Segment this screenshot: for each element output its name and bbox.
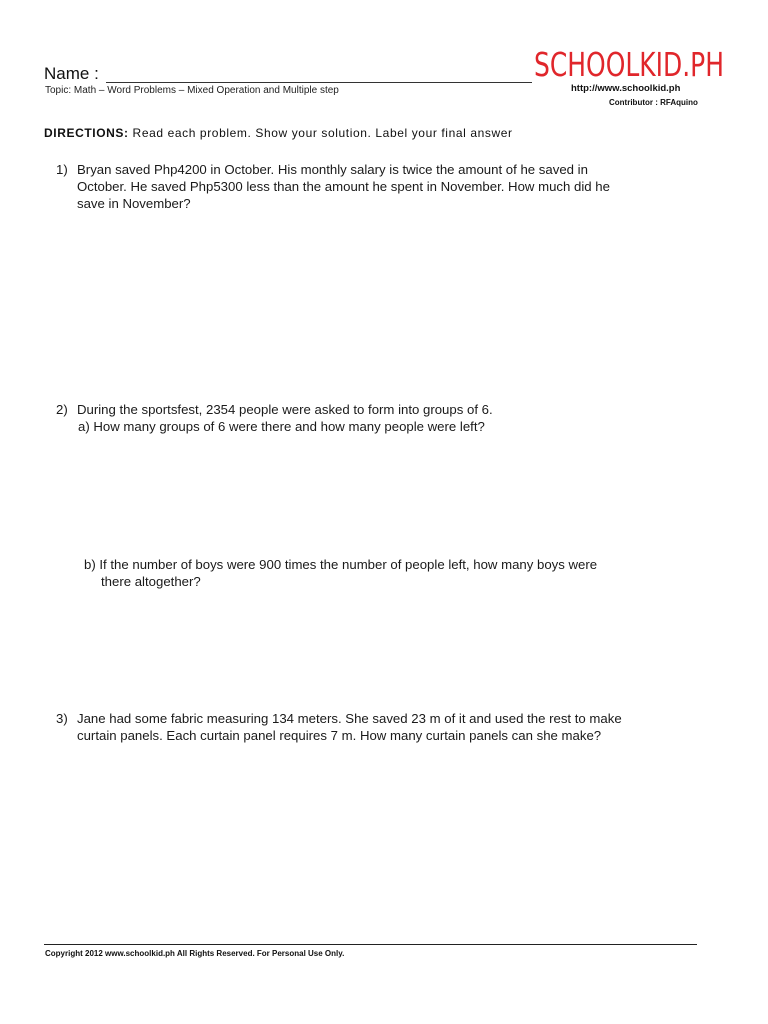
- directions-label: DIRECTIONS:: [44, 126, 129, 140]
- site-url: http://www.schoolkid.ph: [571, 83, 681, 94]
- problem-text-line: a) How many groups of 6 were there and how many people were left?: [78, 419, 485, 434]
- name-label: Name :: [44, 64, 99, 83]
- schoolkid-logo: [534, 46, 724, 82]
- problem-number: 2): [56, 402, 68, 417]
- directions: [44, 126, 513, 140]
- problem-text-line: b) If the number of boys were 900 times the number of people left, how many boys were: [84, 557, 598, 572]
- footer-rule: [44, 944, 697, 945]
- problem-2: [56, 401, 493, 418]
- problem-text-line: October. He saved Php5300 less than the amount he spent in November. How much did he: [77, 179, 610, 194]
- problem-1: [56, 161, 610, 212]
- svg-text:SCHOOLKID.PH: SCHOOLKID.PH: [534, 45, 724, 84]
- problem-text-line: save in November?: [77, 196, 191, 211]
- problem-text-line: curtain panels. Each curtain panel requires 7 m. How many curtain panels can she make?: [77, 728, 602, 743]
- name-blank-line: [106, 82, 532, 83]
- problem-number: 1): [56, 162, 68, 177]
- problem-text-line: Jane had some fabric measuring 134 meters. She saved 23 m of it and used the rest to make: [77, 711, 622, 726]
- directions-text: Read each problem. Show your solution. Label your final answer: [132, 126, 513, 140]
- contributor-credit: Contributor : RFAquino: [609, 98, 698, 107]
- problem-text-line: During the sportsfest, 2354 people were asked to form into groups of 6.: [77, 402, 493, 417]
- problem-3: [56, 710, 622, 744]
- problem-2b: [84, 556, 597, 590]
- topic-line: Topic: Math – Word Problems – Mixed Operation and Multiple step: [45, 85, 339, 96]
- problem-text-line: there altogether?: [101, 574, 201, 589]
- problem-number: 3): [56, 711, 68, 726]
- copyright-footer: Copyright 2012 www.schoolkid.ph All Rights Reserved. For Personal Use Only.: [45, 949, 345, 958]
- problem-text-line: Bryan saved Php4200 in October. His monthly salary is twice the amount of he saved in: [77, 162, 588, 177]
- problem-2a: [78, 418, 485, 435]
